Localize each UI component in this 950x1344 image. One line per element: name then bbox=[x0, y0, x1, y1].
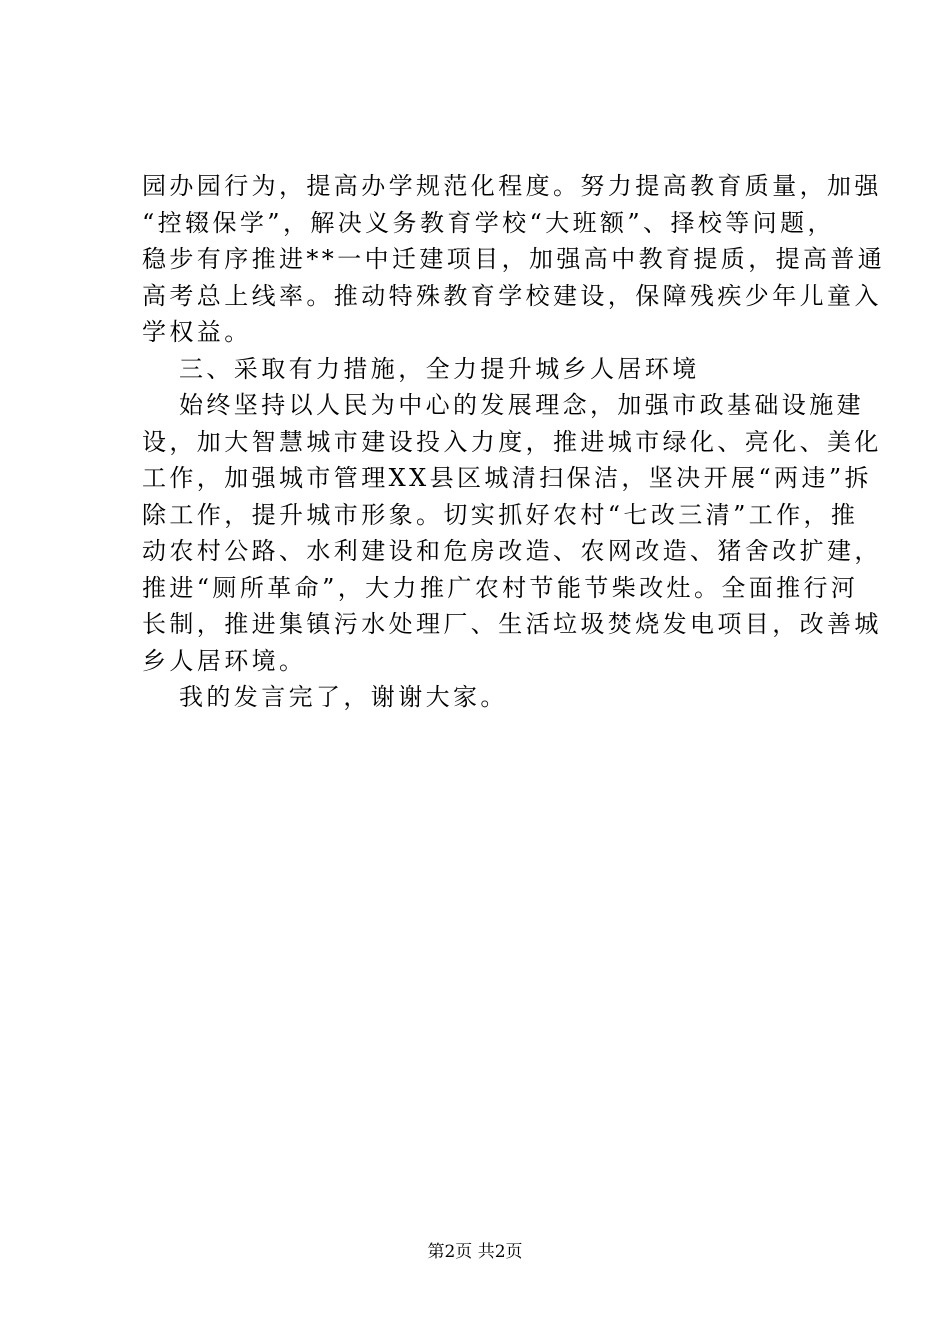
paragraph-line: 推进“厕所革命”，大力推广农村节能节柴改灶。全面推行河 bbox=[142, 573, 859, 602]
document-body bbox=[142, 168, 886, 716]
paragraph-line: “控辍保学”，解决义务教育学校“大班额”、择校等问题， bbox=[142, 208, 835, 237]
paragraph-line: 设，加大智慧城市建设投入力度，推进城市绿化、亮化、美化 bbox=[142, 427, 882, 456]
section-heading: 三、采取有力措施，全力提升城乡人居环境 bbox=[179, 354, 700, 383]
page-number-footer: 第2页 共2页 bbox=[427, 1242, 523, 1262]
paragraph-line: 稳步有序推进**一中迁建项目，加强高中教育提质，提高普通 bbox=[142, 245, 886, 273]
paragraph-line: 乡人居环境。 bbox=[142, 646, 307, 675]
paragraph-line: 园办园行为，提高办学规范化程度。努力提高教育质量，加强 bbox=[142, 172, 882, 200]
paragraph-line: 学权益。 bbox=[142, 318, 252, 346]
paragraph-line: 长制，推进集镇污水处理厂、生活垃圾焚烧发电项目，改善城 bbox=[142, 610, 882, 638]
paragraph-line: 除工作，提升城市形象。切实抓好农村“七改三清”工作，推 bbox=[142, 500, 859, 529]
paragraph-line: 工作，加强城市管理XX县区城清扫保洁，坚决开展“两违”拆 bbox=[142, 464, 872, 492]
paragraph-line: 动农村公路、水利建设和危房改造、农网改造、猪舍改扩建， bbox=[142, 537, 882, 565]
paragraph-line: 始终坚持以人民为中心的发展理念，加强市政基础设施建 bbox=[179, 391, 864, 419]
paragraph-line: 高考总上线率。推动特殊教育学校建设，保障残疾少年儿童入 bbox=[142, 281, 882, 310]
closing-line: 我的发言完了，谢谢大家。 bbox=[179, 683, 508, 711]
